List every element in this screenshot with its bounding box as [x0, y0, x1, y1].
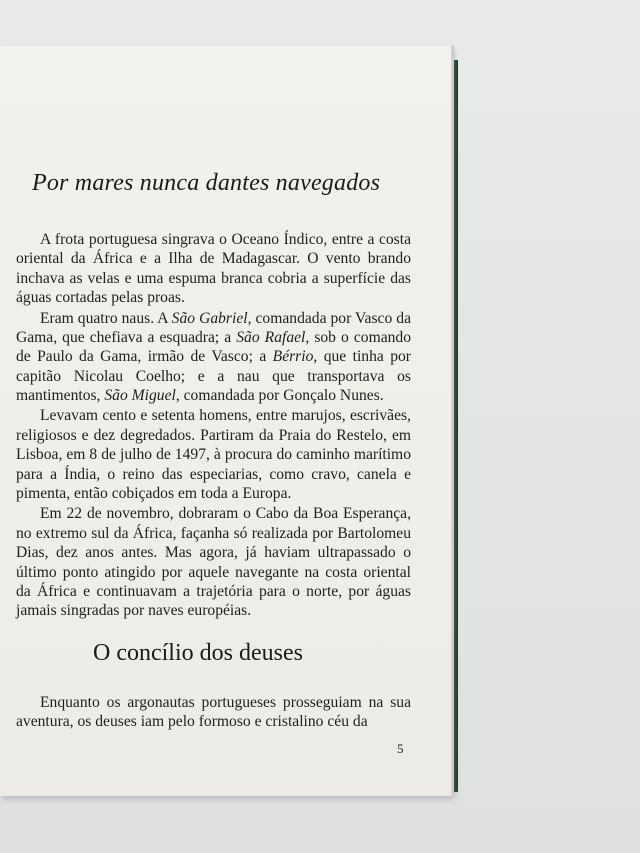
section-body	[16, 693, 411, 733]
book-page	[0, 46, 452, 796]
page-content	[0, 46, 452, 796]
ship-name: Bérrio	[272, 348, 314, 366]
chapter-title: Por mares nunca dantes navegados	[32, 170, 381, 196]
paragraph-1: A frota portuguesa singrava o Oceano Índico, entre a costa oriental da África e a Ilha de Madagascar. O vento brando inchava as velas e uma espuma branca cobria a superfície das águas cortadas pelas proas.	[16, 231, 411, 307]
section-paragraph-1: Enquanto os argonautas portugueses prosseguiam na sua aventura, os deuses iam pelo formoso e cristalino céu da	[16, 694, 411, 731]
ship-name: São Miguel	[104, 387, 176, 405]
paragraph-3: Levavam cento e setenta homens, entre marujos, escrivães, religiosos e dez degredados. Partiram da Praia do Restelo, em Lisboa, em 8 de julho de 1497, à procura do caminho marítimo para a Índia, o reino das especiarias, como cravo, canela e pimenta, então cobiçados em toda a Europa.	[16, 407, 411, 503]
section-title: O concílio dos deuses	[93, 640, 303, 666]
chapter-body	[16, 230, 411, 622]
paragraph-4: Em 22 de novembro, dobraram o Cabo da Boa Esperança, no extremo sul da África, façanha só realizada por Bartolomeu Dias, dez anos antes. Mas agora, já haviam ultrapassado o último ponto atingido por aquele navegante na costa oriental da África e continuavam a trajetória para o norte, por águas jamais singradas por naves européias.	[16, 505, 411, 620]
ship-name: São Gabriel	[171, 309, 248, 327]
page-number: 5	[397, 741, 404, 756]
ship-name: São Rafael	[236, 328, 306, 346]
paragraph-2: Eram quatro naus. A São Gabriel, comandada por Vasco da Gama, que chefiava a esquadra; a São Rafael, sob o comando de Paulo da Gama, irmão de Vasco; a Bérrio, que tinha por capitão Nicolau Coelho; e a nau que transportava os mantimentos, São Miguel, comandada por Gonçalo Nunes.	[16, 309, 412, 405]
